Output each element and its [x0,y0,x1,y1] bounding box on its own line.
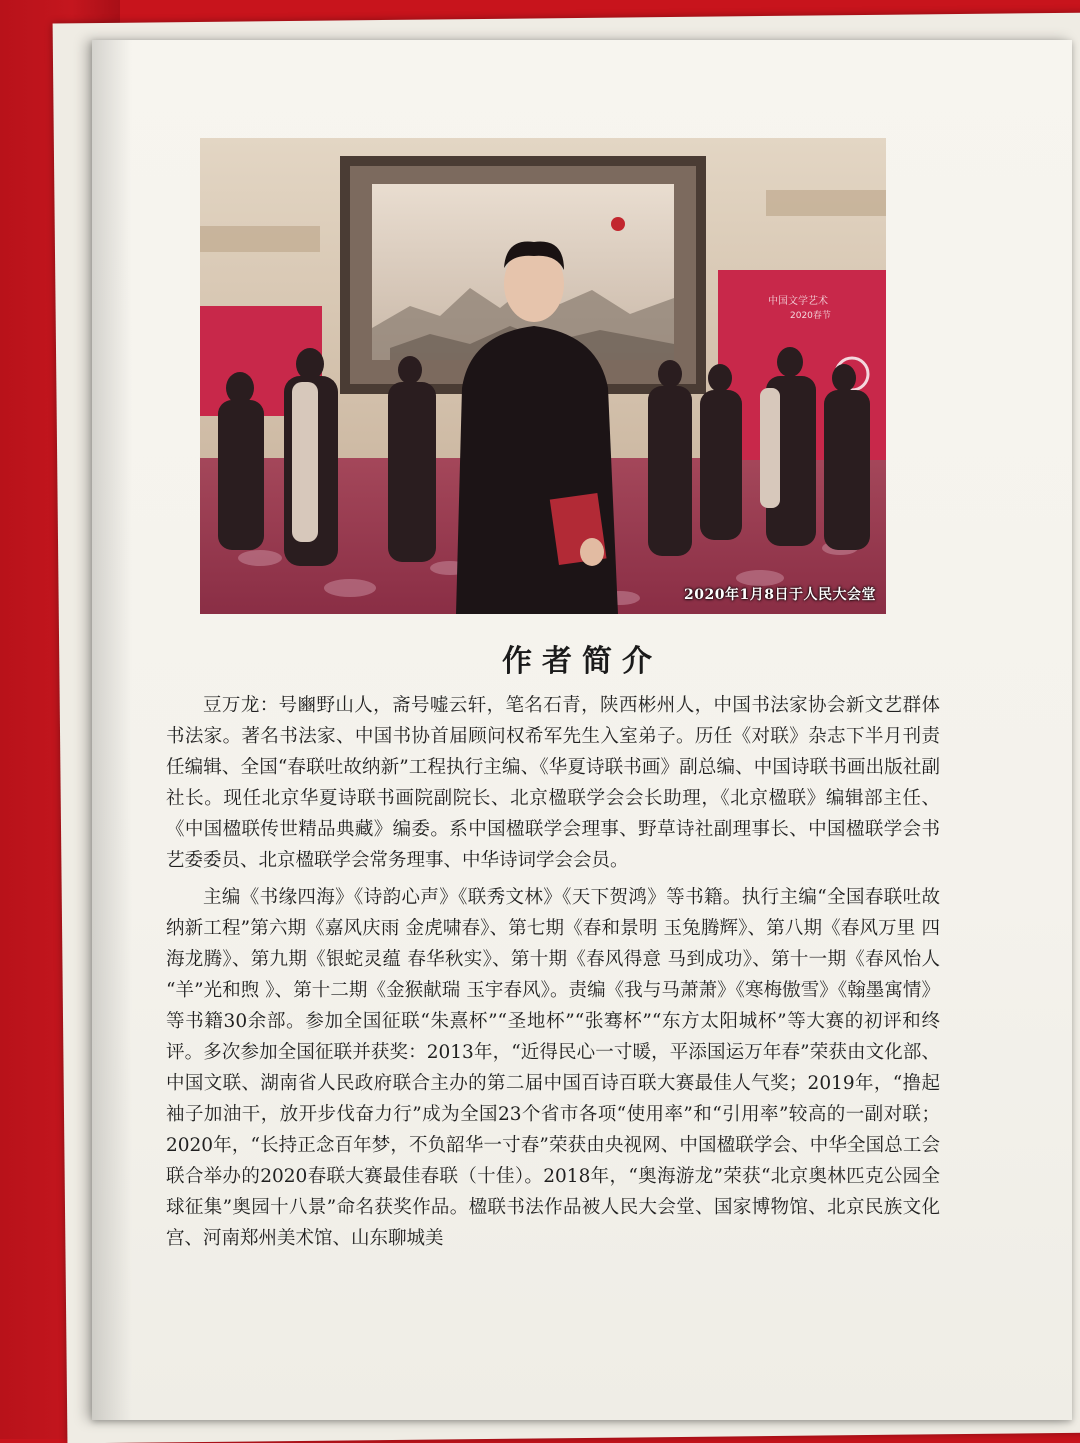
banner-text-2: 2020春节 [790,311,831,321]
bio-paragraph-1: 豆万龙：号豳野山人，斋号嘘云轩，笔名石青，陕西彬州人，中国书法家协会新文艺群体书法家。著名书法家、中国书协首届顾问权希军先生入室弟子。历任《对联》杂志下半月刊责任编辑、全国“春联吐故纳新”工程执行主编、《华夏诗联书画》副总编、中国诗联书画出版社副社长。现任北京华夏诗联书画院副院长、北京楹联学会会长助理，《北京楹联》编辑部主任、《中国楹联传世精品典藏》编委。系中国楹联学会理事、野草诗社副理事长、中国楹联学会书艺委委员、北京楹联学会常务理事、中华诗词学会会员。 [166,695,940,871]
bio-paragraph-2: 主编《书缘四海》《诗韵心声》《联秀文林》《天下贺鸿》等书籍。执行主编“全国春联吐故纳新工程”第六期《嘉风庆雨 金虎啸春》、第七期《春和景明 玉兔腾辉》、第八期《春风万里 四海龙腾》、第九期《银蛇灵蕴 春华秋实》、第十期《春风得意 马到成功》、第十一期《春风怡人 “羊”光和煦 》、第十二期《金猴献瑞 玉宇春风》。责编《我与马萧萧》《寒梅傲雪》《翰墨寓情》等书籍30余部。参加全国征联“朱熹杯”“圣地杯”“张骞杯”“东方太阳城杯”等大赛的初评和终评。多次参加全国征联并获奖：2013年，“近得民心一寸暖，平添国运万年春”荣获由文化部、中国文联、湖南省人民政府联合主办的第二届中国百诗百联大赛最佳人气奖；2019年，“撸起袖子加油干，放开步伐奋力行”成为全国23个省市各项“使用率”和“引用率”较高的一副对联；2020年，“长持正念百年梦，不负韶华一寸春”荣获由央视网、中国楹联学会、中华全国总工会联合举办的2020春联大赛最佳春联（十佳）。2018年，“奥海游龙”荣获“北京奥林匹克公园全球征集”奥园十八景”命名获奖作品。楹联书法作品被人民大会堂、国家博物馆、北京民族文化宫、河南郑州美术馆、山东聊城美 [166,887,940,1249]
photo-caption: 2020年1月8日于人民大会堂 [684,587,876,603]
biography-text [166,690,940,1260]
page-title: 作者简介 [502,644,662,679]
author-photo-illustration [200,138,886,614]
banner-text-1: 中国文学艺术 [768,296,828,307]
book-page [92,40,1072,1420]
author-photo [200,138,886,614]
